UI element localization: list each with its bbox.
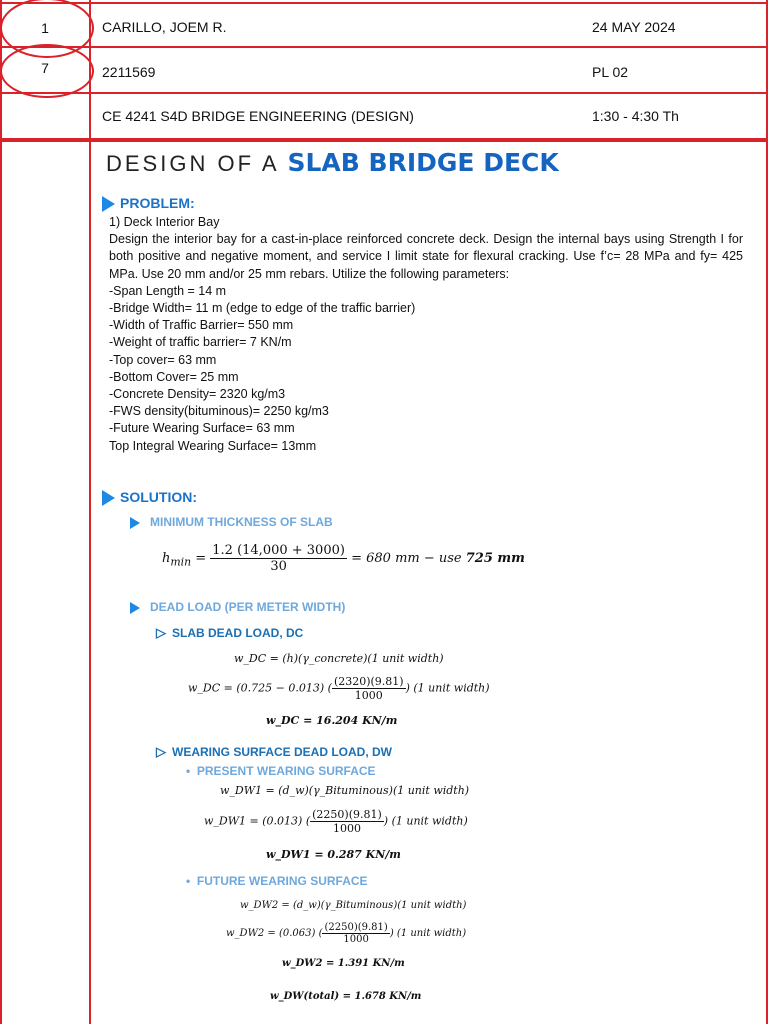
outline-arrow-icon: ▷ bbox=[156, 744, 166, 759]
future-wearing-heading: • FUTURE WEARING SURFACE bbox=[186, 874, 368, 888]
slab-eq-3: w_DC = 16.204 KN/m bbox=[266, 714, 398, 727]
section: PL 02 bbox=[592, 64, 629, 80]
play-arrow-icon bbox=[102, 490, 115, 506]
problem-body bbox=[109, 214, 743, 455]
left-border bbox=[0, 0, 2, 1024]
bullet-icon: • bbox=[186, 764, 197, 778]
slab-dead-load-heading: ▷ SLAB DEAD LOAD, DC bbox=[156, 625, 304, 640]
title-accent: SLAB BRIDGE DECK bbox=[287, 148, 559, 177]
course-title: CE 4241 S4D BRIDGE ENGINEERING (DESIGN) bbox=[102, 108, 414, 124]
problem-line: -Span Length = 14 m bbox=[109, 283, 227, 298]
slab-eq-2: w_DC = (0.725 − 0.013) ( $\frac{(2320)(9.81)}{1000}$ ) (1 unit width) bbox=[188, 675, 490, 702]
title-prefix: DESIGN OF A bbox=[106, 151, 279, 176]
border-top bbox=[0, 2, 768, 4]
denominator: 30 bbox=[270, 559, 287, 574]
problem-heading: PROBLEM: bbox=[102, 195, 195, 212]
min-thickness-heading: MINIMUM THICKNESS OF SLAB bbox=[130, 515, 333, 529]
row-divider-4 bbox=[0, 140, 768, 142]
problem-line: -Top cover= 63 mm bbox=[109, 352, 217, 367]
present-eq-3: w_DW1 = 0.287 KN/m bbox=[266, 848, 401, 861]
present-wearing-heading: • PRESENT WEARING SURFACE bbox=[186, 764, 376, 778]
present-eq-1: w_DW1 = (d_w)(γ_Bituminous)(1 unit width) bbox=[220, 784, 470, 797]
student-id: 2211569 bbox=[102, 64, 156, 80]
problem-line: Top Integral Wearing Surface= 13mm bbox=[109, 438, 317, 453]
student-name: CARILLO, JOEM R. bbox=[102, 19, 227, 35]
date: 24 MAY 2024 bbox=[592, 19, 676, 35]
outline-arrow-icon: ▷ bbox=[156, 625, 166, 640]
bullet-icon: • bbox=[186, 874, 197, 888]
solution-heading: SOLUTION: bbox=[102, 489, 197, 506]
problem-line: -FWS density(bituminous)= 2250 kg/m3 bbox=[109, 404, 329, 419]
play-arrow-icon bbox=[102, 196, 115, 212]
play-arrow-icon bbox=[130, 602, 140, 614]
problem-line: -Bottom Cover= 25 mm bbox=[109, 369, 239, 384]
numerator: 1.2 (14,000 + 3000) bbox=[212, 543, 345, 558]
play-arrow-icon bbox=[130, 517, 140, 529]
problem-line: -Future Wearing Surface= 63 mm bbox=[109, 421, 295, 436]
problem-line: -Bridge Width= 11 m (edge to edge of the traffic barrier) bbox=[109, 301, 416, 316]
present-eq-2: w_DW1 = (0.013) ( $\frac{(2250)(9.81)}{1000}$ ) (1 unit width) bbox=[204, 808, 468, 835]
row-number-2: 7 bbox=[41, 60, 49, 76]
dead-load-heading: DEAD LOAD (PER METER WIDTH) bbox=[130, 600, 345, 614]
row-number-1: 1 bbox=[41, 20, 49, 36]
margin-line bbox=[89, 0, 91, 1024]
problem-line: -Concrete Density= 2320 kg/m3 bbox=[109, 387, 286, 402]
problem-line: -Weight of traffic barrier= 7 KN/m bbox=[109, 335, 292, 350]
problem-line: Design the interior bay for a cast-in-place reinforced concrete deck. Design the internal bays using Strength I for both positive and negative moment, and service I limit state for flexural cracking. Use f’c= 28 MPa and fy= 425 MPa. Use 20 mm and/or 25 mm rebars. Utilize the following parameters: bbox=[109, 232, 743, 281]
wearing-surface-heading: ▷ WEARING SURFACE DEAD LOAD, DW bbox=[156, 744, 392, 759]
row-divider-1 bbox=[0, 46, 768, 48]
total-dw-equation: w_DW(total) = 1.678 KN/m bbox=[270, 991, 422, 1002]
problem-line: 1) Deck Interior Bay bbox=[109, 215, 220, 229]
slab-eq-1: w_DC = (h)(γ_concrete)(1 unit width) bbox=[234, 652, 444, 665]
future-eq-3: w_DW2 = 1.391 KN/m bbox=[282, 958, 405, 969]
page-title bbox=[106, 148, 559, 177]
future-eq-2: w_DW2 = (0.063) ( $\frac{(2250)(9.81)}{1000}$ ) (1 unit width) bbox=[226, 922, 467, 945]
min-thickness-equation: $h_{min}$ = $\frac{1.2 (14,000 + 3000)}{30}$ = 680 mm − use 725 mm bbox=[162, 543, 525, 574]
schedule: 1:30 - 4:30 Th bbox=[592, 108, 679, 124]
row-divider-2 bbox=[0, 92, 768, 94]
future-eq-1: w_DW2 = (d_w)(γ_Bituminous)(1 unit width) bbox=[240, 900, 467, 911]
problem-line: -Width of Traffic Barrier= 550 mm bbox=[109, 318, 294, 333]
